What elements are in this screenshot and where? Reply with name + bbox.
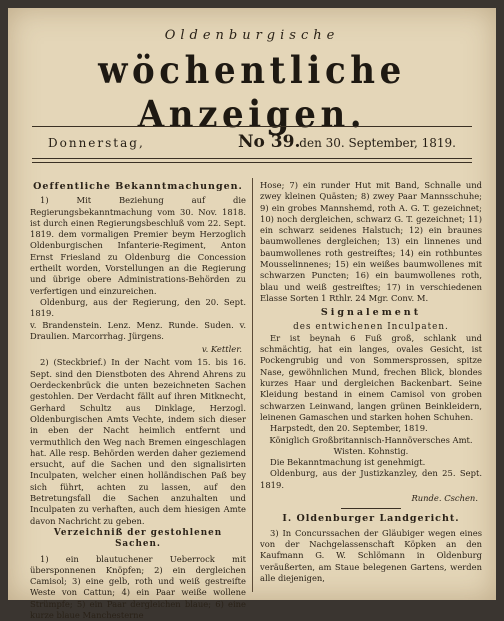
newspaper-page	[8, 8, 496, 600]
masthead-rule-thin	[32, 162, 472, 163]
signalement-text: Er ist beynah 6 Fuß groß, schlank und schmächtig, hat ein langes, ovales Gesicht, ist Pockengrubig und von Sommersprossen, spitze Nase, gewöhnlichen Mund, frechen Blick, blondes kurzes Haar und dergleichen Backenbart. Seine Kleidung bestand in einem Camisol von groben schwarzen Leinwand, langen grünen Beinkleidern, leinenen Gamaschen und starken hohen Schuhen.	[260, 333, 482, 423]
notice-1-signatories: v. Brandenstein. Lenz. Menz. Runde. Suden. v. Draulien. Marcorrhag. Jürgens.	[30, 320, 246, 343]
signalement-subheading: des entwichenen Inculpaten.	[260, 322, 482, 333]
issue-weekday: Donnerstag,	[48, 136, 145, 150]
issue-date: den 30. September, 1819.	[299, 136, 456, 150]
masthead-title: wöchentliche Anzeigen.	[28, 48, 477, 136]
approval-date: Oldenburg, aus der Justizkanzley, den 25. Sept. 1819.	[260, 468, 482, 491]
stolen-items-continued: Hose; 7) ein runder Hut mit Band, Schnalle und zwey kleinen Quästen; 8) zwey Paar Mannsschuhe; 9) ein grobes Mannshemd, roth A. G. T. gezeichnet; 10) noch dergleichen, schwarz G. T. gezeichnet; 11) ein schwarz seidenes Halstuch; 12) ein braunes baumwollenes dergleichen; 13) ein linnenes und baumwollenes roth gestreiftes; 14) ein rothbuntes Mousselinnenes; 15) ein weißes baumwollenes mit schwarzen Puncten; 16) ein baumwollenes roth, blau und weiß gestreiftes; 17) in verschiedenen Elasse Sorten 1 Rthlr. 24 Mgr. Conv. M.	[260, 180, 482, 304]
issue-dateline	[48, 134, 456, 154]
section-rule	[341, 508, 401, 509]
signalement-authority: Königlich Großbritannisch-Hannöversches Amt. Wisten. Kohnstig.	[260, 435, 482, 458]
approval-signature: Runde. Cschen.	[260, 493, 478, 504]
stolen-items-heading: Verzeichniß der gestohlenen Sachen.	[30, 528, 246, 551]
notice-1-date: Oldenburg, aus der Regierung, den 20. Sept. 1819.	[30, 297, 246, 320]
column-divider	[252, 178, 253, 592]
right-column	[260, 180, 482, 592]
left-column	[30, 180, 246, 592]
notice-1-signature: v. Kettler.	[30, 344, 242, 355]
masthead-rule-top	[32, 126, 472, 127]
notice-2-text: 2) (Steckbrief.) In der Nacht vom 15. bis 16. Sept. sind den Dienstboten des Ahrend Ahrens zu Oerdeckenbrück die unten bezeichneten Sachen gestohlen. Der Verdacht fällt auf ihren Mitknecht, Gerhard Schultz aus Dinklage, Herzogl. Oldenburgischen Amts Vechte, indem sich dieser in eben der Nacht heimlich entfernt und vermuthlich den Weg nach Bremen eingeschlagen hat. Alle resp. Behörden werden daher geziemend ersucht, auf die Sachen und den signalisirten Inculpaten, welcher einen holländischen Paß bey sich führt, achten zu lassen, auf den Betretungsfall die Sachen anzuhalten und Inculpaten zu verhaften, auch dem hiesigen Amte davon Nachricht zu geben.	[30, 357, 246, 526]
masthead-top: Oldenburgische	[8, 28, 496, 43]
issue-number: No 39.	[238, 132, 300, 152]
section-heading: Oeffentliche Bekanntmachungen.	[30, 181, 246, 192]
signalement-date: Harpstedt, den 20. September, 1819.	[260, 423, 482, 434]
stolen-items-list: 1) ein blautuchener Ueberrock mit übersponnenen Knöpfen; 2) ein dergleichen Camisol; 3) eine gelb, roth und weiß gestreifte Weste von Cattun; 4) ein Paar weiße wollene Strümpfe; 5) ein Paar dergleichen blaue; 6) eine kurze blaue Manchesterne	[30, 554, 246, 621]
notice-3-text: 3) In Concurssachen der Gläubiger wegen eines von der Nachgelassenschaft Köpken an den Kaufmann G. W. Schlömann in Oldenburg veräußerten, am Staue belegenen Gartens, werden alle diejenigen,	[260, 528, 482, 584]
notice-1-text: 1) Mit Beziehung auf die Regierungsbekanntmachung vom 30. Nov. 1818. ist durch einen Regierungsbeschluß vom 22. Sept. 1819. dem vormaligen Premier beym Herzoglich Oldenburgischen Infanterie-Regiment, Anton Ernst Friesland zu Oldenburg die Concession ertheilt worden, Vorstellungen an die Regierung und übrige obere Administrations-Behörden zu verfertigen und einzureichen.	[30, 195, 246, 297]
signalement-heading: Signalement	[260, 307, 482, 318]
masthead-rule-bottom	[32, 158, 472, 159]
approval-text: Die Bekanntmachung ist genehmigt.	[260, 457, 482, 468]
court-heading: I. Oldenburger Landgericht.	[260, 513, 482, 524]
